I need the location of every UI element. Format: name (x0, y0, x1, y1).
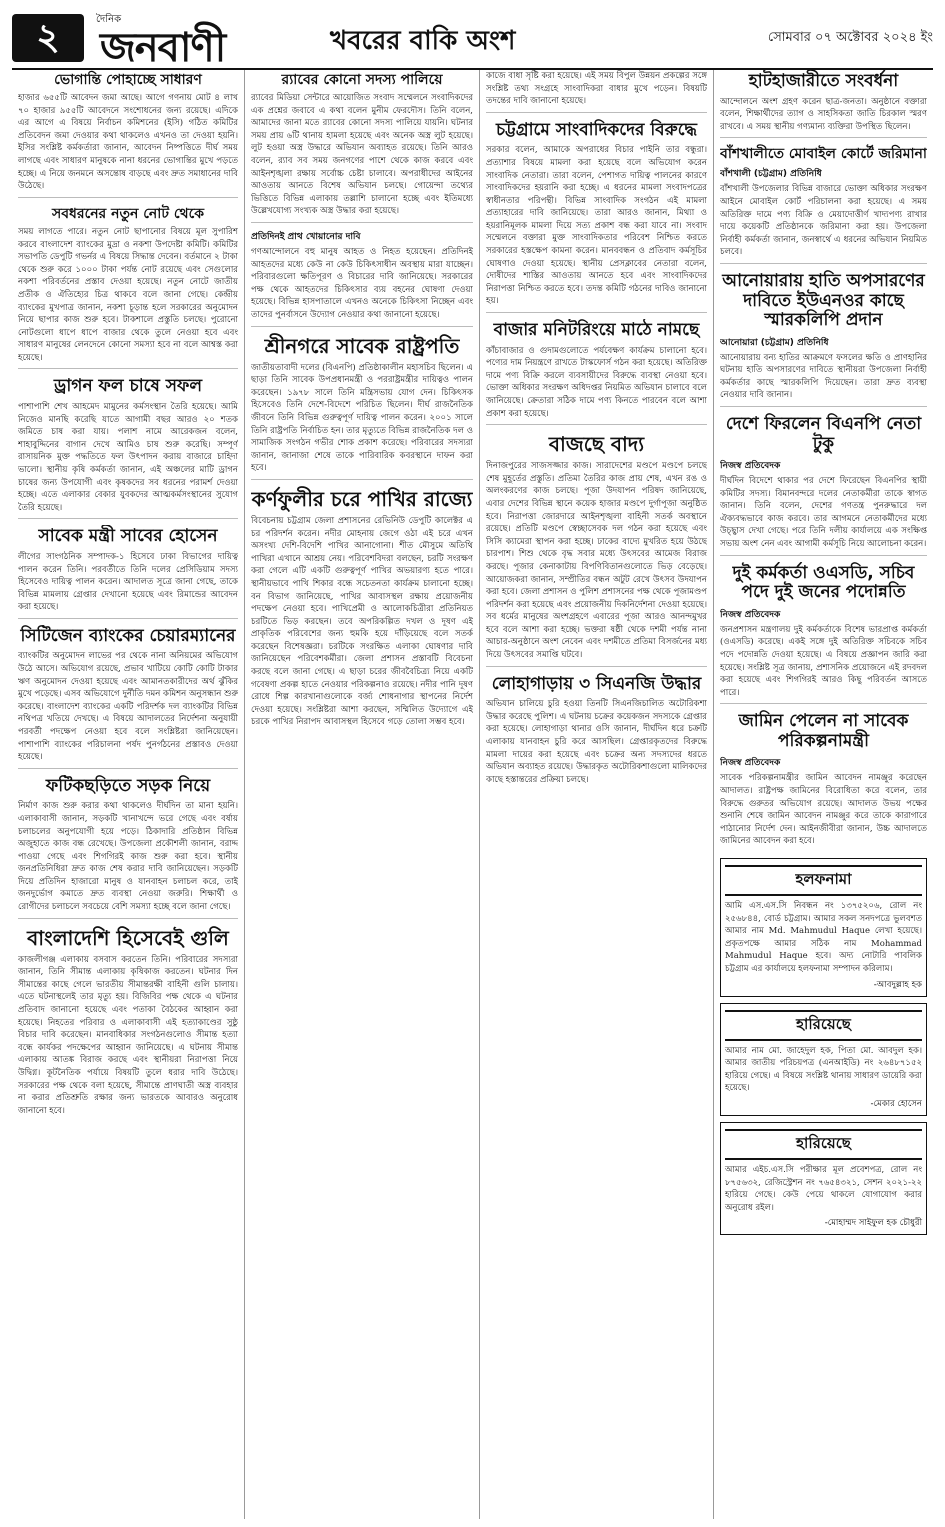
notice-title: হলফনামা (725, 865, 922, 896)
notice-box (720, 1003, 927, 1116)
story-body: আন্দোলনে অংশ গ্রহণ করেন ছাত্র-জনতা। অনুষ্ঠানে বক্তারা বলেন, শিক্ষার্থীদের ত্যাগ ও সাহসিকতা জাতি চিরকাল স্মরণ রাখবে। এ সময় স্থানীয় গণ্যমান্য ব্যক্তিরা উপস্থিত ছিলেন। (720, 96, 927, 132)
story-headline: শ্রীনগরে সাবেক রাষ্ট্রপতি (264, 333, 460, 358)
news-story (486, 119, 707, 313)
story-body: বিবেচনায় চট্টগ্রাম জেলা প্রশাসনের রেভিনিউ ডেপুটি কালেক্টর এ চর পরিদর্শন করেন। নদীর মোহনায় জেগে ওঠা এই চরে এখন অসংখ্য দেশি-বিদেশি পাখির আনাগোনা। শীত মৌসুমে অতিথি পাখিরা এখানে আশ্রয় নেয়। পরিবেশবিদরা বলছেন, চরটি সংরক্ষণ করা গেলে এটি একটি গুরুত্বপূর্ণ পাখির অভয়ারণ্য হতে পারে। স্থানীয়ভাবে পাখি শিকার বন্ধে সচেতনতা কার্যক্রম চালানো হচ্ছে। বন বিভাগ জানিয়েছে, পাখির আবাসস্থল রক্ষায় প্রয়োজনীয় পদক্ষেপ নেওয়া হবে। পাখিপ্রেমী ও আলোকচিত্রীরা প্রতিনিয়ত চরটিতে ভিড় করছেন। তবে অপরিকল্পিত দখল ও দূষণ এই প্রাকৃতিক পরিবেশের জন্য হুমকি হয়ে দাঁড়িয়েছে বলে সতর্ক করেছেন বিশেষজ্ঞরা। চরটিকে সংরক্ষিত এলাকা ঘোষণার দাবি জানিয়েছেন পরিবেশকর্মীরা। জেলা প্রশাসন প্রস্তাবটি বিবেচনা করছে বলে জানা গেছে। এ ছাড়া চরের জীববৈচিত্র্য নিয়ে একটি গবেষণা প্রকল্প হাতে নেওয়ার পরিকল্পনাও রয়েছে। নদীর পানি দূষণ রোধে শিল্প কারখানাগুলোকে বর্জ্য শোধনাগার স্থাপনের নির্দেশ দেওয়া হয়েছে। সংশ্লিষ্টরা আশা করছেন, সম্মিলিত উদ্যোগে এই চরকে পাখির নিরাপদ আবাসস্থল হিসেবে গড়ে তোলা সম্ভব হবে। (251, 515, 473, 728)
section-title: খবরের বাকি অংশ (330, 26, 516, 56)
news-story (18, 925, 238, 1122)
story-body: জনপ্রশাসন মন্ত্রণালয় দুই কর্মকর্তাকে বিশেষ ভারপ্রাপ্ত কর্মকর্তা (ওএসডি) করেছে। একই সঙ্গে দুই অতিরিক্ত সচিবকে সচিব পদে পদোন্নতি দেওয়া হয়েছে। এ বিষয়ে প্রজ্ঞাপন জারি করা হয়েছে। সংশ্লিষ্ট সূত্র জানায়, প্রশাসনিক প্রয়োজনে এই রদবদল করা হয়েছে এবং শিগগিরই আরও কিছু পরিবর্তন আসতে পারে। (720, 624, 927, 698)
story-body: সাবেক পরিকল্পনামন্ত্রীর জামিন আবেদন নামঞ্জুর করেছেন আদালত। রাষ্ট্রপক্ষ জামিনের বিরোধিতা করে বলেন, তার বিরুদ্ধে গুরুতর অভিযোগ রয়েছে। আদালত উভয় পক্ষের শুনানি শেষে জামিন আবেদন নামঞ্জুর করে তাকে কারাগারে পাঠানোর নির্দেশ দেন। আইনজীবীরা জানান, উচ্চ আদালতে জামিনের আবেদন করা হবে। (720, 773, 927, 847)
story-body: দীর্ঘদিন বিদেশে থাকার পর দেশে ফিরেছেন বিএনপির স্থায়ী কমিটির সদস্য। বিমানবন্দরে দলের নেতাকর্মীরা তাকে স্বাগত জানান। তিনি বলেন, দেশের গণতন্ত্র পুনরুদ্ধারে দল ঐক্যবদ্ধভাবে কাজ করবে। তার আগমনে নেতাকর্মীদের মধ্যে উচ্ছ্বাস দেখা গেছে। পরে তিনি দলীয় কার্যালয়ে এক সংক্ষিপ্ত সভায় অংশ নেন এবং আগামী কর্মসূচি নিয়ে আলোচনা করেন। (720, 476, 927, 550)
story-body: বাঁশখালী উপজেলার বিভিন্ন বাজারে ভোক্তা অধিকার সংরক্ষণ আইনে মোবাইল কোর্ট পরিচালনা করা হয়েছে। এ সময় অতিরিক্ত দামে পণ্য বিক্রি ও মেয়াদোত্তীর্ণ খাদ্যপণ্য রাখার দায়ে কয়েকটি প্রতিষ্ঠানকে জরিমানা করা হয়। উপজেলা নির্বাহী কর্মকর্তা জানান, জনস্বার্থে এ ধরনের অভিযান নিয়মিত চলবে। (720, 184, 927, 258)
news-story (720, 562, 927, 705)
story-body: সরকার বলেন, আমাকে অপরাধের বিচার পাইনি তার বন্ধুরা। প্রত্যাশার বিষয়ে মামলা করা হয়েছে বলে অভিযোগ করেন সাংবাদিক নেতারা। তারা বলেন, পেশাগত দায়িত্ব পালনের কারণে সাংবাদিকদের হয়রানি করা হচ্ছে। এ ধরনের মামলা সংবাদপত্রের স্বাধীনতার পরিপন্থী। বিভিন্ন সাংবাদিক সংগঠন এই মামলা প্রত্যাহারের দাবি জানিয়েছে। তারা আরও জানান, মিথ্যা ও হয়রানিমূলক মামলা দিয়ে সত্য প্রকাশ বন্ধ করা যাবে না। সংবাদ সম্মেলনে বক্তারা মুক্ত সাংবাদিকতার পরিবেশ নিশ্চিত করতে সরকারের হস্তক্ষেপ কামনা করেন। মানববন্ধন ও প্রতিবাদ কর্মসূচির ঘোষণাও দেওয়া হয়েছে। স্থানীয় প্রেসক্লাবের নেতারা বলেন, দোষীদের শাস্তির আওতায় আনতে হবে এবং সাংবাদিকদের নিরাপত্তা নিশ্চিত করতে হবে। তদন্ত কমিটি গঠনের দাবিও জানানো হয়। (486, 145, 707, 307)
news-story (251, 333, 473, 480)
news-story (18, 625, 238, 769)
news-story (18, 70, 238, 198)
story-byline: বাঁশখালী (চট্টগ্রাম) প্রতিনিধি (720, 169, 822, 180)
story-headline: ফটিকছড়িতে সড়ক নিয়ে (45, 775, 211, 796)
story-headline: বাজছে বাদ্য (548, 432, 645, 457)
news-story (18, 375, 238, 519)
notice-body: আমার নাম মো. জাহেদুল হক, পিতা মো. আবদুল হক। আমার জাতীয় পরিচয়পত্র (এনআইডি) নং ২৬৪৮৭১৫২ হারিয়ে গেছে। এ বিষয়ে সংশ্লিষ্ট থানায় সাধারণ ডায়েরি করা হয়েছে। (725, 1045, 922, 1094)
story-byline: নিজস্ব প্রতিবেদক (720, 758, 781, 769)
notice-box (720, 1122, 927, 1235)
notice-signature: -মেকার হোসেন (870, 1098, 922, 1109)
classified-notices (720, 858, 927, 1235)
story-headline: র‍্যাবের কোনো সদস্য পালিয়ে (281, 72, 443, 88)
story-headline: জামিন পেলেন না সাবেক পরিকল্পনামন্ত্রী (738, 711, 909, 751)
story-byline: নিজস্ব প্রতিবেদক (720, 461, 781, 472)
story-headline: লোহাগাড়ায় ৩ সিএনজি উদ্ধার (491, 673, 702, 694)
story-headline: সবধরনের নতুন নোট থেকে (51, 205, 204, 222)
story-body: লীগের সাংগঠনিক সম্পাদক-১ হিসেবে ঢাকা বিভাগের দায়িত্ব পালন করেন তিনি। পরবর্তীতে তিনি দলের প্রেসিডিয়াম সদস্য হিসেবেও দায়িত্ব পালন করেন। আদালত সূত্রে জানা গেছে, তাকে বিভিন্ন মামলায় গ্রেপ্তার দেখানো হয়েছে এবং রিমান্ডের আবেদন করা হয়েছে। (18, 551, 238, 613)
story-headline: ভোগান্তি পোহাচ্ছে সাধারণ (54, 72, 202, 88)
story-body: জাতীয়তাবাদী দলের (বিএনপি) প্রতিষ্ঠাকালীন মহাসচিব ছিলেন। এ ছাড়া তিনি সাবেক উপপ্রধানমন্ত্রী ও পররাষ্ট্রমন্ত্রীর দায়িত্বও পালন করেছেন। ১৯৭৮ সালে তিনি মন্ত্রিসভায় যোগ দেন। চিকিৎসক হিসেবেও তিনি দেশে-বিদেশে পরিচিত ছিলেন। দীর্ঘ রাজনৈতিক জীবনে তিনি বিভিন্ন গুরুত্বপূর্ণ দায়িত্ব পালন করেন। ২০০১ সালে তিনি রাষ্ট্রপতি নির্বাচিত হন। তার মৃত্যুতে বিভিন্ন রাজনৈতিক দল ও সামাজিক সংগঠন গভীর শোক প্রকাশ করেছে। পরিবারের সদস্যরা জানান, জানাজা শেষে তাকে পারিবারিক কবরস্থানে দাফন করা হবে। (251, 362, 473, 474)
columns (12, 70, 933, 1519)
story-body: অভিযান চালিয়ে চুরি হওয়া তিনটি সিএনজিচালিত অটোরিকশা উদ্ধার করেছে পুলিশ। এ ঘটনায় চক্রের কয়েকজন সদস্যকে গ্রেপ্তার করা হয়েছে। লোহাগাড়া থানার ওসি জানান, দীর্ঘদিন ধরে চক্রটি এলাকায় যানবাহন চুরি করে আসছিল। গ্রেপ্তারকৃতদের বিরুদ্ধে মামলা দায়ের করা হয়েছে এবং চক্রের অন্য সদস্যদের ধরতে অভিযান অব্যাহত রয়েছে। উদ্ধারকৃত অটোরিকশাগুলো মালিকদের কাছে হস্তান্তরের প্রক্রিয়া চলছে। (486, 699, 707, 785)
news-story (18, 204, 238, 370)
newspaper-logo (96, 10, 286, 71)
story-body: আনোয়ারায় বন্য হাতির আক্রমণে ফসলের ক্ষতি ও প্রাণহানির ঘটনায় হাতি অপসারণের দাবিতে স্থানীয়রা উপজেলা নির্বাহী কর্মকর্তার কাছে স্মারকলিপি দিয়েছেন। তারা দ্রুত ব্যবস্থা নেওয়ার দাবি জানান। (720, 352, 927, 401)
column-2 (245, 70, 480, 1519)
story-headline: আনোয়ারায় হাতি অপসারণের দাবিতে ইউএনওর কাছে স্মারকলিপি প্রদান (722, 270, 925, 331)
news-story (251, 229, 473, 327)
notice-signature: -আবদুল্লাহ হক (873, 979, 922, 990)
column-3 (480, 70, 714, 1519)
story-headline: বাঁশখালীতে মোবাইল কোর্টে জরিমানা (720, 146, 927, 163)
news-story (720, 270, 927, 407)
story-byline: প্রতিদিনই প্রাথ খোয়ানোর দাবি (251, 232, 361, 243)
story-byline: আনোয়ারা (চট্টগ্রাম) প্রতিনিধি (720, 337, 829, 348)
story-body: দিনাজপুরের সাজসজ্জার কাজ। সারাদেশের মণ্ডপে মণ্ডপে চলছে শেষ মুহূর্তের প্রস্তুতি। প্রতিমা তৈরির কাজ প্রায় শেষ, এখন রঙ ও অলংকরণের কাজ চলছে। পূজা উদযাপন পরিষদ জানিয়েছে, এবার দেশের বিভিন্ন স্থানে কয়েক হাজার মণ্ডপে দুর্গাপূজা অনুষ্ঠিত হবে। নিরাপত্তা জোরদারে আইনশৃঙ্খলা বাহিনী সতর্ক অবস্থানে রয়েছে। প্রতিটি মণ্ডপে স্বেচ্ছাসেবক দল গঠন করা হয়েছে এবং সিসি ক্যামেরা স্থাপন করা হচ্ছে। ঢাকের বাদ্যে মুখরিত হয়ে উঠছে চারপাশ। শিশু থেকে বৃদ্ধ সবার মধ্যে উৎসবের আমেজ বিরাজ করছে। পূজার কেনাকাটায় বিপণিবিতানগুলোতে ভিড় বেড়েছে। আয়োজকরা জানান, সম্প্রীতির বন্ধন অটুট রেখে উৎসব উদযাপন করা হবে। জেলা প্রশাসন ও পুলিশ প্রশাসনের পক্ষ থেকে পূজামণ্ডপ পরিদর্শন করা হয়েছে এবং প্রয়োজনীয় দিকনির্দেশনা দেওয়া হয়েছে। সব ধর্মের মানুষের অংশগ্রহণে এবারের পূজা আরও আনন্দমুখর হবে বলে আশা করা হচ্ছে। ভক্তরা ষষ্ঠী থেকে দশমী পর্যন্ত নানা আচার-অনুষ্ঠানে অংশ নেবেন এবং দশমীতে প্রতিমা বিসর্জনের মধ্য দিয়ে উৎসবের সমাপ্তি ঘটবে। (486, 461, 707, 661)
news-story (720, 710, 927, 852)
story-headline: দেশে ফিরলেন বিএনপি নেতা টুকু (725, 414, 922, 454)
story-headline: হাটহাজারীতে সংবর্ধনা (748, 71, 899, 91)
story-body: নির্মাণ কাজ শুরু করার কথা থাকলেও দীর্ঘদিন তা মানা হয়নি। এলাকাবাসী জানান, সড়কটি খানাখন্দে ভরে গেছে এবং বর্ষায় চলাচলের অনুপযোগী হয়ে পড়ে। ঠিকাদারি প্রতিষ্ঠান বিভিন্ন অজুহাতে কাজ বন্ধ রেখেছে। উপজেলা প্রকৌশলী জানান, বরাদ্দ পাওয়া গেছে এবং শিগগিরই কাজ শুরু করা হবে। স্থানীয় জনপ্রতিনিধিরা দ্রুত কাজ শেষ করার দাবি জানিয়েছেন। সড়কটি দিয়ে প্রতিদিন হাজারো মানুষ ও যানবাহন চলাচল করে, তাই জনদুর্ভোগ কমাতে দ্রুত ব্যবস্থা নেওয়া জরুরি। শিক্ষার্থী ও রোগীদের চলাচলে সবচেয়ে বেশি সমস্যা হচ্ছে বলে জানা গেছে। (18, 801, 238, 913)
notice-title: হারিয়েছে (725, 1010, 922, 1041)
story-headline: সাবেক মন্ত্রী সাবের হোসেন (38, 526, 218, 547)
story-byline: নিজস্ব প্রতিবেদক (720, 609, 781, 620)
story-headline: কর্ণফুলীর চরে পাখির রাজ্যে (251, 486, 473, 511)
news-story (486, 431, 707, 667)
story-body: কাজে বাধা সৃষ্টি করা হয়েছে। এই সময় বিপুল উন্নয়ন প্রকল্পের সঙ্গে সংশ্লিষ্ট তথ্য সংগ্রহে সাংবাদিকরা বাধার মুখে পড়েন। বিষয়টি তদন্তের দাবি জানানো হয়েছে। (486, 71, 707, 107)
column-1 (12, 70, 245, 1519)
notice-body: আমি এস.এস.সি নিবন্ধন নং ১৩৭৫২০৬, রোল নং ২৫৬৮৪৪, বোর্ড চট্টগ্রাম। আমার সকল সনদপত্রে ভুলবশত আমার নাম Md. Mahmudul Haque লেখা হয়েছে। প্রকৃতপক্ষে আমার সঠিক নাম Mohammad Mahmudul Haque হবে। অদ্য নোটারি পাবলিক চট্টগ্রাম এর কার্যালয়ে হলফনামা সম্পাদন করিলাম। (725, 900, 922, 974)
news-story (486, 319, 707, 425)
notice-signature: -মোহাম্মদ সাইফুল হক চৌধুরী (824, 1218, 922, 1229)
news-story (720, 413, 927, 556)
story-body: সময় লাগতে পারে। নতুন নোট ছাপানোর বিষয়ে মূল সুপারিশ করবে বাংলাদেশ ব্যাংকের মুদ্রা ও নকশা উপদেষ্টা কমিটি। কমিটির সভাপতি ডেপুটি গভর্নর এ বিষয়ে সিদ্ধান্ত দেবেন। বর্তমানে ২ টাকা থেকে শুরু করে ১০০০ টাকা পর্যন্ত নোট রয়েছে এবং সেগুলোর নকশা পরিবর্তনের প্রস্তাব দেওয়া হয়েছে। নতুন নোটে জাতীয় প্রতীক ও ঐতিহ্যের চিত্র থাকবে বলে জানা গেছে। কেন্দ্রীয় ব্যাংকের মুখপাত্র জানান, নকশা চূড়ান্ত হলে সরকারের অনুমোদন নিয়ে ছাপার কাজ শুরু হবে। টাকশালে প্রস্তুতি চলছে। পুরোনো নোটগুলো ধাপে ধাপে বাজার থেকে তুলে নেওয়া হবে এবং সাধারণ মানুষের লেনদেনে কোনো সমস্যা হবে না বলে আশ্বস্ত করা হয়েছে। (18, 226, 238, 363)
news-story (251, 70, 473, 223)
news-story (720, 144, 927, 264)
news-story (486, 673, 707, 791)
story-headline: চট্টগ্রামে সাংবাদিকদের বিরুদ্ধে (495, 119, 697, 140)
logo-daily-label: দৈনিক (96, 14, 122, 25)
story-body: কাজলীগঞ্জ এলাকায় বসবাস করতেন তিনি। পরিবারের সদস্যরা জানান, তিনি সীমান্ত এলাকায় কৃষিকাজ করতেন। ঘটনার দিন সীমান্তের কাছে গেলে ভারতীয় সীমান্তরক্ষী বাহিনী গুলি চালায়। এতে ঘটনাস্থলেই তার মৃত্যু হয়। বিজিবির পক্ষ থেকে এ ঘটনার প্রতিবাদ জানানো হয়েছে এবং পতাকা বৈঠকের আহ্বান করা হয়েছে। নিহতের পরিবার ও এলাকাবাসী এই হত্যাকাণ্ডের সুষ্ঠু বিচার দাবি করেছেন। মানবাধিকার সংগঠনগুলোও সীমান্ত হত্যা বন্ধে কার্যকর পদক্ষেপের আহ্বান জানিয়েছে। এ ঘটনায় সীমান্ত এলাকায় আতঙ্ক বিরাজ করছে এবং স্থানীয়রা নিরাপত্তা নিয়ে উদ্বিগ্ন। কূটনৈতিক পর্যায়ে বিষয়টি তুলে ধরার দাবি উঠেছে। সরকারের পক্ষ থেকে বলা হয়েছে, সীমান্তে প্রাণঘাতী অস্ত্র ব্যবহার না করার প্রতিশ্রুতি রক্ষার জন্য ভারতকে আবারও অনুরোধ জানানো হবে। (18, 954, 238, 1116)
story-headline: বাজার মনিটরিংয়ে মাঠে নামছে (493, 320, 700, 341)
story-body: কাঁচাবাজার ও গুদামগুলোতে পর্যবেক্ষণ কার্যক্রম চালানো হবে। পণ্যের দাম নিয়ন্ত্রণে রাখতে টাস্কফোর্স গঠন করা হয়েছে। অতিরিক্ত দামে পণ্য বিক্রি করলে ব্যবসায়ীদের বিরুদ্ধে ব্যবস্থা নেওয়া হবে। ভোক্তা অধিকার সংরক্ষণ অধিদপ্তর নিয়মিত অভিযান চালাবে বলে জানিয়েছে। ক্রেতারা সঠিক দামে পণ্য কিনতে পারবেন বলে আশা প্রকাশ করা হয়েছে। (486, 345, 707, 419)
story-body: গণআন্দোলনে বহু মানুষ আহত ও নিহত হয়েছেন। প্রতিদিনই আহতদের মধ্যে কেউ না কেউ চিকিৎসাধীন অবস্থায় মারা যাচ্ছেন। পরিবারগুলো ক্ষতিপূরণ ও বিচারের দাবি জানিয়েছে। সরকারের পক্ষ থেকে আহতদের চিকিৎসার ব্যয় বহনের ঘোষণা দেওয়া হয়েছে। বিভিন্ন হাসপাতালে এখনও অনেকে চিকিৎসা নিচ্ছেন এবং তাদের পুনর্বাসনে উদ্যোগ নেওয়ার কথা জানানো হয়েছে। (251, 247, 473, 320)
notice-title: হারিয়েছে (725, 1129, 922, 1160)
page-number: ২ (12, 14, 84, 62)
column-4-stories (720, 70, 927, 852)
notice-body: আমার এইচ.এস.সি পরীক্ষার মূল প্রবেশপত্র, রোল নং ৮৭৫৬৩২, রেজিস্ট্রেশন নং ৭৬৫৪৩২১, সেশন ২০২১-২২ হারিয়ে গেছে। কেউ পেয়ে থাকলে যোগাযোগ করার অনুরোধ রইল। (725, 1164, 922, 1213)
news-story (18, 525, 238, 619)
notice-box (720, 858, 927, 997)
story-body: ব্যাংকটির অনুমোদন লাভের পর থেকে নানা অনিয়মের অভিযোগ উঠে আসে। অভিযোগ রয়েছে, প্রভাব খাটিয়ে কোটি কোটি টাকার ঋণ অনুমোদন দেওয়া হয়েছে এবং আমানতকারীদের অর্থ ঝুঁকির মুখে পড়েছে। এসব অভিযোগে দুর্নীতি দমন কমিশন অনুসন্ধান শুরু করেছে। বাংলাদেশ ব্যাংকের একটি পরিদর্শক দল ব্যাংকটির বিভিন্ন নথিপত্র খতিয়ে দেখছে। এ বিষয়ে আদালতের নির্দেশনা অনুযায়ী পরবর্তী পদক্ষেপ নেওয়া হবে বলে সংশ্লিষ্টরা জানিয়েছেন। পাশাপাশি ব্যাংকের পরিচালনা পর্ষদ পুনর্গঠনের প্রস্তাবও দেওয়া হয়েছে। (18, 651, 238, 763)
story-headline: বাংলাদেশি হিসেবেই গুলি (27, 925, 229, 950)
issue-date: সোমবার ০৭ অক্টোবর ২০২৪ ইং (767, 30, 933, 45)
story-headline: ড্রাগন ফল চাষে সফল (53, 376, 203, 397)
story-headline: দুই কর্মকর্তা ওএসডি, সচিব পদে দুই জনের পদোন্নতি (732, 562, 915, 603)
news-story (18, 775, 238, 919)
news-story (720, 70, 927, 138)
news-story (251, 486, 473, 733)
story-body: পাশাপাশি শেখ আহমেদ মামুনের কর্মসংস্থান তৈরি হয়েছে। আমি নিজেও মানছি করেছি যাতে আগামী বছর আরও ২০ শতক জমিতে চাষ করা যায়। পলাশ নামে আরেকজন বলেন, শাহাবুদ্দিনের বাগান দেখে আমিও চাষ শুরু করেছি। সম্পূর্ণ রাসায়নিক মুক্ত পদ্ধতিতে ফল উৎপাদন করায় বাজারে চাহিদা ভালো। স্থানীয় কৃষি কর্মকর্তা জানান, এই অঞ্চলের মাটি ড্রাগন চাষের জন্য উপযোগী এবং কৃষকদের সব ধরনের পরামর্শ দেওয়া হচ্ছে। এতে এলাকার বেকার যুবকদের আত্মকর্মসংস্থানের সুযোগ তৈরি হয়েছে। (18, 402, 238, 513)
logo-name: জনবাণী (100, 25, 226, 71)
column-4 (714, 70, 933, 1519)
story-body: হাজার ৬৫৫টি আবেদন জমা আছে। আগে গণনায় মোট ৪ লাখ ৭০ হাজার ৯৫৫টি আবেদনে সংশোধনের জন্য রয়েছে। এদিকে এর আগে এ বিষয়ে নির্বাচন কমিশনের (ইসি) গঠিত কমিটির প্রতিবেদন জমা দেওয়ার কথা থাকলেও এখনও তা দেওয়া হয়নি। ইসির সংশ্লিষ্ট কর্মকর্তারা জানান, আবেদন নিষ্পত্তিতে দীর্ঘ সময় লাগছে এবং সাধারণ মানুষকে নানা ধরনের ভোগান্তির মুখে পড়তে হচ্ছে। এ নিয়ে জনমনে অসন্তোষ বাড়ছে এবং দ্রুত সমাধানের দাবি উঠেছে। (18, 93, 238, 192)
story-headline: সিটিজেন ব্যাংকের চেয়ারম্যানের (20, 625, 236, 646)
news-story (486, 70, 707, 113)
masthead (12, 10, 933, 70)
story-body: র‍্যাবের মিডিয়া সেন্টারে আয়োজিত সংবাদ সম্মেলনে সংবাদিকদের এক প্রশ্নের জবাবে এ কথা বলেন মুনীম ফেরদৌস। তিনি বলেন, আমাদের জানা মতে র‍্যাবের কোনো সদস্য পালিয়ে যায়নি। ঘটনার সময় প্রায় ৬টি থানায় হামলা হয়েছে এবং অনেক অস্ত্র লুট হয়েছে। লুট হওয়া অস্ত্র উদ্ধারে অভিযান অব্যাহত রয়েছে। তিনি আরও বলেন, র‍্যাব সব সময় জনগণের পাশে থেকে কাজ করবে এবং আইনশৃঙ্খলা রক্ষায় সর্বোচ্চ চেষ্টা চালাবে। অপরাধীদের আইনের আওতায় আনতে বিশেষ অভিযান চলছে। গোয়েন্দা তথ্যের ভিত্তিতে বিভিন্ন এলাকায় তল্লাশি চালানো হচ্ছে এবং ইতিমধ্যে উল্লেখযোগ্য সংখ্যক অস্ত্র উদ্ধার করা হয়েছে। (251, 93, 473, 217)
